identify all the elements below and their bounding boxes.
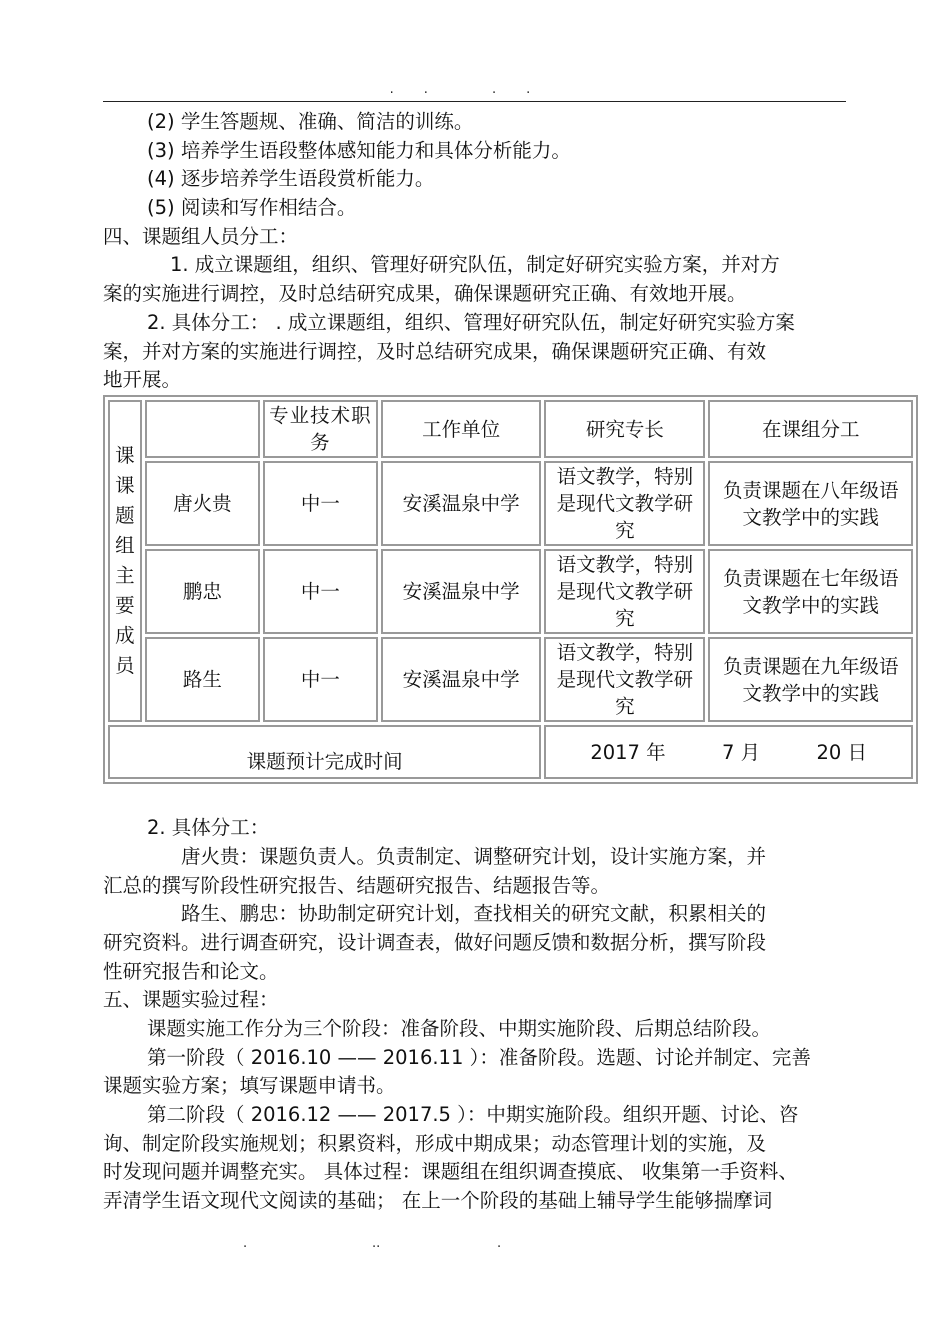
member-name: 路生: [145, 637, 260, 722]
text-line: 课题实施工作分为三个阶段：准备阶段、中期实施阶段、后期总结阶段。: [147, 1017, 772, 1040]
header-cell: 研究专长: [544, 400, 705, 458]
member-unit: 安溪温泉中学: [381, 637, 541, 722]
member-specialty: 语文教学，特别是现代文教学研究: [544, 549, 705, 634]
completion-year: 2017 年: [590, 740, 666, 764]
member-title: 中一: [263, 461, 378, 546]
header-rule: [103, 101, 846, 102]
completion-row: [108, 725, 913, 779]
text-line: 性研究报告和论文。: [103, 960, 279, 983]
member-specialty: 语文教学，特别是现代文教学研究: [544, 461, 705, 546]
member-role: 负责课题在八年级语文教学中的实践: [708, 461, 913, 546]
member-specialty: 语文教学，特别是现代文教学研究: [544, 637, 705, 722]
member-title: 中一: [263, 549, 378, 634]
text-line: 第二阶段（ 2016.12 —— 2017.5 ）：中期实施阶段。组织开题、讨论、咨: [147, 1103, 799, 1126]
page-header-marks: .. ..: [389, 82, 561, 97]
header-cell: 专业技术职 务: [263, 400, 378, 458]
group-label-cell: [108, 400, 142, 722]
footer-mark: .: [497, 1236, 502, 1251]
member-role: 负责课题在九年级语文教学中的实践: [708, 637, 913, 722]
text-line: 1. 成立课题组，组织、管理好研究队伍，制定好研究实验方案，并对方: [170, 253, 780, 276]
text-line: (2) 学生答题规、准确、简洁的训练。: [147, 110, 474, 133]
text-line: 汇总的撰写阶段性研究报告、结题研究报告、结题报告等。: [103, 874, 611, 897]
table-row: [108, 549, 913, 634]
text-line: 研究资料。进行调查研究，设计调查表，做好问题反馈和数据分析，撰写阶段: [103, 931, 767, 954]
text-line: (4) 逐步培养学生语段赏析能力。: [147, 167, 435, 190]
completion-date-cell: [544, 725, 913, 779]
text-line: (5) 阅读和写作相结合。: [147, 196, 357, 219]
member-unit: 安溪温泉中学: [381, 461, 541, 546]
members-table: [103, 395, 918, 784]
footer-mark: .: [243, 1236, 248, 1251]
text-line: 地开展。: [103, 368, 182, 391]
completion-month: 7 月: [722, 740, 761, 764]
completion-day: 20 日: [816, 740, 867, 764]
text-line: 案的实施进行调控，及时总结研究成果，确保课题研究正确、有效地开展。: [103, 282, 747, 305]
member-role: 负责课题在七年级语文教学中的实践: [708, 549, 913, 634]
table-header-row: [108, 400, 913, 458]
table-row: [108, 461, 913, 546]
member-unit: 安溪温泉中学: [381, 549, 541, 634]
text-line: 2. 具体分工：: [147, 816, 270, 839]
text-line: 时发现问题并调整充实。 具体过程：课题组在组织调查摸底、 收集第一手资料、: [103, 1160, 798, 1183]
table-row: [108, 637, 913, 722]
text-line: 课题实验方案；填写课题申请书。: [103, 1074, 396, 1097]
text-line: 弄清学生语文现代文阅读的基础； 在上一个阶段的基础上辅导学生能够揣摩词: [103, 1189, 773, 1212]
text-line: 案，并对方案的实施进行调控，及时总结研究成果，确保课题研究正确、有效: [103, 340, 767, 363]
text-line: (3) 培养学生语段整体感知能力和具体分析能力。: [147, 139, 571, 162]
header-cell: 在课组分工: [708, 400, 913, 458]
completion-date: [550, 739, 907, 766]
text-line: 2. 具体分工： . 成立课题组，组织、管理好研究队伍，制定好研究实验方案: [147, 311, 795, 334]
group-label: 课课题组主要成员: [115, 444, 135, 677]
member-title: 中一: [263, 637, 378, 722]
member-name: 鹏忠: [145, 549, 260, 634]
header-cell: 工作单位: [381, 400, 541, 458]
text-line: 询、制定阶段实施规划；积累资料，形成中期成果；动态管理计划的实施，及: [103, 1132, 767, 1155]
header-cell: [145, 400, 260, 458]
completion-label: 课题预计完成时间: [108, 725, 541, 779]
section-heading: 四、课题组人员分工：: [103, 225, 299, 248]
footer-mark: ..: [372, 1236, 381, 1251]
text-line: 路生、鹏忠：协助制定研究计划，查找相关的研究文献，积累相关的: [181, 902, 767, 925]
text-line: 唐火贵：课题负责人。负责制定、调整研究计划，设计实施方案，并: [181, 845, 767, 868]
text-line: 第一阶段（ 2016.10 —— 2016.11 ）：准备阶段。选题、讨论并制定、完善: [147, 1046, 811, 1069]
member-name: 唐火贵: [145, 461, 260, 546]
section-heading: 五、课题实验过程：: [103, 988, 279, 1011]
